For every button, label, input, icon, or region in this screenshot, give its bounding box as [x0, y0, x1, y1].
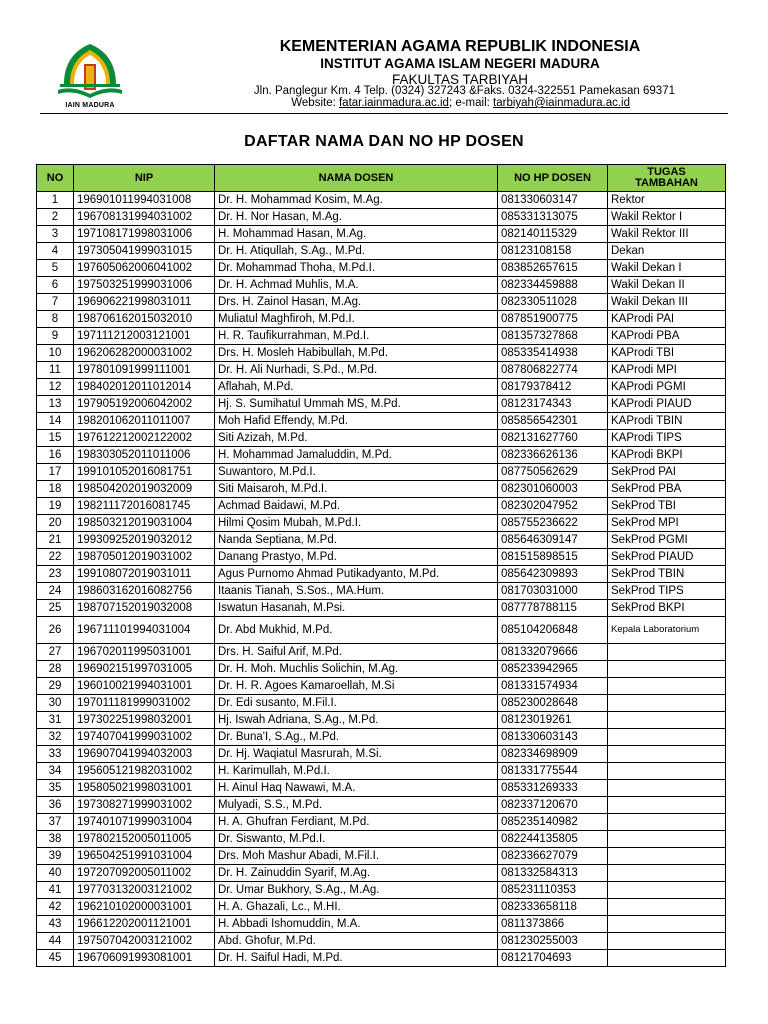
cell-no: 24 [37, 583, 74, 600]
table-row [37, 644, 726, 661]
cell-hp: 082334698909 [498, 746, 608, 763]
cell-hp: 08123174343 [498, 396, 608, 413]
website-link[interactable]: fatar.iainmadura.ac.id [338, 97, 449, 109]
cell-nip: 195805021998031001 [74, 780, 215, 797]
cell-nip: 197801091999111001 [74, 362, 215, 379]
cell-hp: 081515898515 [498, 549, 608, 566]
cell-nip: 197605062006041002 [74, 260, 215, 277]
cell-no: 25 [37, 600, 74, 617]
cell-nama: Dr. H. R. Agoes Kamaroellah, M.Si [215, 678, 498, 695]
cell-hp: 08123108158 [498, 243, 608, 260]
cell-no: 18 [37, 481, 74, 498]
cell-no: 7 [37, 294, 74, 311]
cell-hp: 081230255003 [498, 933, 608, 950]
table-row [37, 362, 726, 379]
cell-tugas [608, 763, 726, 780]
cell-no: 21 [37, 532, 74, 549]
cell-no: 12 [37, 379, 74, 396]
lecturer-table [36, 164, 726, 967]
cell-hp: 081332079666 [498, 644, 608, 661]
email-link[interactable]: tarbiyah@iainmadura.ac.id [493, 97, 630, 109]
cell-tugas: SekProd TIPS [608, 583, 726, 600]
cell-nip: 198705012019031002 [74, 549, 215, 566]
cell-hp: 082301060003 [498, 481, 608, 498]
cell-no: 8 [37, 311, 74, 328]
table-row [37, 600, 726, 617]
table-row [37, 481, 726, 498]
cell-tugas: KAProdi PGMI [608, 379, 726, 396]
table-row [37, 430, 726, 447]
table-row [37, 464, 726, 481]
cell-nip: 197302251998032001 [74, 712, 215, 729]
cell-hp: 082330511028 [498, 294, 608, 311]
cell-no: 26 [37, 617, 74, 644]
cell-nip: 196907041994032003 [74, 746, 215, 763]
cell-tugas: SekProd PGMI [608, 532, 726, 549]
cell-nama: Dr. H. Mohammad Kosim, M.Ag. [215, 192, 498, 209]
cell-hp: 082140115329 [498, 226, 608, 243]
cell-no: 10 [37, 345, 74, 362]
cell-no: 38 [37, 831, 74, 848]
cell-nama: Mulyadi, S.S., M.Pd. [215, 797, 498, 814]
cell-hp: 085335414938 [498, 345, 608, 362]
cell-hp: 085642309893 [498, 566, 608, 583]
cell-tugas [608, 797, 726, 814]
cell-tugas: Wakil Rektor I [608, 209, 726, 226]
cell-nip: 196010021994031001 [74, 678, 215, 695]
letterhead [0, 0, 768, 120]
website-label: Website: [291, 97, 339, 109]
cell-no: 31 [37, 712, 74, 729]
table-row [37, 916, 726, 933]
cell-no: 35 [37, 780, 74, 797]
cell-tugas [608, 661, 726, 678]
table-row [37, 515, 726, 532]
cell-nip: 197011181999031002 [74, 695, 215, 712]
cell-hp: 087778788115 [498, 600, 608, 617]
cell-no: 29 [37, 678, 74, 695]
cell-no: 1 [37, 192, 74, 209]
cell-no: 22 [37, 549, 74, 566]
cell-hp: 081331775544 [498, 763, 608, 780]
cell-nip: 197401071999031004 [74, 814, 215, 831]
cell-nip: 196706091993081001 [74, 950, 215, 967]
cell-hp: 082333658118 [498, 899, 608, 916]
cell-tugas [608, 831, 726, 848]
cell-nama: H. Abbadi Ishomuddin, M.A. [215, 916, 498, 933]
cell-hp: 082337120670 [498, 797, 608, 814]
cell-nama: H. Ainul Haq Nawawi, M.A. [215, 780, 498, 797]
cell-nama: H. A. Ghazali, Lc., M.HI. [215, 899, 498, 916]
cell-nip: 197503251999031006 [74, 277, 215, 294]
cell-tugas: SekProd PBA [608, 481, 726, 498]
cell-no: 9 [37, 328, 74, 345]
table-row [37, 780, 726, 797]
cell-no: 41 [37, 882, 74, 899]
cell-nip: 198503212019031004 [74, 515, 215, 532]
table-row [37, 192, 726, 209]
cell-hp: 085104206848 [498, 617, 608, 644]
cell-tugas: Wakil Dekan II [608, 277, 726, 294]
cell-tugas [608, 916, 726, 933]
cell-hp: 085230028648 [498, 695, 608, 712]
table-row [37, 209, 726, 226]
cell-nip: 197108171998031006 [74, 226, 215, 243]
cell-no: 30 [37, 695, 74, 712]
cell-hp: 081703031000 [498, 583, 608, 600]
cell-tugas: KAProdi TIPS [608, 430, 726, 447]
table-row [37, 899, 726, 916]
ministry-name: KEMENTERIAN AGAMA REPUBLIK INDONESIA [279, 38, 641, 55]
cell-tugas [608, 882, 726, 899]
cell-no: 5 [37, 260, 74, 277]
cell-tugas: KAProdi MPI [608, 362, 726, 379]
cell-tugas: SekProd PAI [608, 464, 726, 481]
cell-nama: Achmad Baidawi, M.Pd. [215, 498, 498, 515]
cell-nama: Dr. H. Atiqullah, S.Ag., M.Pd. [215, 243, 498, 260]
cell-nip: 198211172016081745 [74, 498, 215, 515]
cell-tugas: KAProdi PBA [608, 328, 726, 345]
cell-tugas [608, 848, 726, 865]
cell-no: 4 [37, 243, 74, 260]
cell-tugas: SekProd TBI [608, 498, 726, 515]
cell-no: 45 [37, 950, 74, 967]
cell-hp: 085235140982 [498, 814, 608, 831]
cell-nama: H. R. Taufikurrahman, M.Pd.I. [215, 328, 498, 345]
cell-nama: Siti Maisaroh, M.Pd.I. [215, 481, 498, 498]
cell-nip: 196902151997031005 [74, 661, 215, 678]
cell-nama: Drs. H. Saiful Arif, M.Pd. [215, 644, 498, 661]
cell-no: 28 [37, 661, 74, 678]
table-row [37, 617, 726, 644]
cell-no: 27 [37, 644, 74, 661]
column-header-hp: NO HP DOSEN [498, 165, 608, 192]
cell-nama: Drs. H. Zainol Hasan, M.Ag. [215, 294, 498, 311]
faculty-name: FAKULTAS TARBIYAH [391, 72, 529, 87]
cell-hp: 082244135805 [498, 831, 608, 848]
cell-nama: Drs. H. Mosleh Habibullah, M.Pd. [215, 345, 498, 362]
cell-nip: 198707152019032008 [74, 600, 215, 617]
cell-tugas [608, 644, 726, 661]
cell-hp: 087851900775 [498, 311, 608, 328]
cell-tugas: SekProd MPI [608, 515, 726, 532]
column-header-tugas: TUGAS TAMBAHAN [608, 165, 726, 192]
cell-nama: Dr. H. Moh. Muchlis Solichin, M.Ag. [215, 661, 498, 678]
cell-nama: Dr. H. Achmad Muhlis, M.A. [215, 277, 498, 294]
table-row [37, 746, 726, 763]
table-row [37, 583, 726, 600]
cell-nip: 196906221998031011 [74, 294, 215, 311]
cell-tugas: SekProd BKPI [608, 600, 726, 617]
cell-tugas: Dekan [608, 243, 726, 260]
cell-nama: H. Mohammad Jamaluddin, M.Pd. [215, 447, 498, 464]
cell-no: 36 [37, 797, 74, 814]
cell-nama: Dr. H. Zainuddin Syarif, M.Ag. [215, 865, 498, 882]
cell-nip: 197207092005011002 [74, 865, 215, 882]
cell-nama: Aflahah, M.Pd. [215, 379, 498, 396]
cell-nama: Dr. Buna'I, S.Ag., M.Pd. [215, 729, 498, 746]
cell-no: 3 [37, 226, 74, 243]
cell-nama: H. Karimullah, M.Pd.I. [215, 763, 498, 780]
cell-hp: 085331313075 [498, 209, 608, 226]
cell-nama: Muliatul Maghfiroh, M.Pd.I. [215, 311, 498, 328]
cell-tugas [608, 678, 726, 695]
cell-nip: 197305041999031015 [74, 243, 215, 260]
cell-nip: 197507042003121002 [74, 933, 215, 950]
cell-hp: 081332584313 [498, 865, 608, 882]
cell-tugas: Wakil Rektor III [608, 226, 726, 243]
cell-nip: 197905192006042002 [74, 396, 215, 413]
table-body [37, 192, 726, 967]
cell-nama: Siti Azizah, M.Pd. [215, 430, 498, 447]
column-header-no: NO [37, 165, 74, 192]
cell-no: 11 [37, 362, 74, 379]
cell-nip: 198603162016082756 [74, 583, 215, 600]
table-row [37, 678, 726, 695]
cell-tugas: Kepala Laboratorium [608, 617, 726, 644]
cell-nama: Agus Purnomo Ahmad Putikadyanto, M.Pd. [215, 566, 498, 583]
cell-nip: 197111212003121001 [74, 328, 215, 345]
cell-no: 2 [37, 209, 74, 226]
cell-hp: 0811373866 [498, 916, 608, 933]
table-row [37, 260, 726, 277]
cell-no: 6 [37, 277, 74, 294]
cell-tugas [608, 899, 726, 916]
table-row [37, 379, 726, 396]
cell-hp: 085646309147 [498, 532, 608, 549]
cell-nip: 199101052016081751 [74, 464, 215, 481]
cell-nip: 196206282000031002 [74, 345, 215, 362]
cell-no: 17 [37, 464, 74, 481]
cell-tugas: Rektor [608, 192, 726, 209]
column-header-nip: NIP [74, 165, 215, 192]
cell-tugas [608, 695, 726, 712]
cell-no: 14 [37, 413, 74, 430]
cell-no: 44 [37, 933, 74, 950]
cell-nama: Dr. H. Nor Hasan, M.Ag. [215, 209, 498, 226]
cell-nama: Dr. Edi susanto, M.Fil.I. [215, 695, 498, 712]
cell-no: 33 [37, 746, 74, 763]
cell-nip: 195605121982031002 [74, 763, 215, 780]
table-row [37, 396, 726, 413]
cell-nip: 197308271999031002 [74, 797, 215, 814]
cell-nama: Dr. Siswanto, M.Pd.I. [215, 831, 498, 848]
cell-no: 20 [37, 515, 74, 532]
cell-tugas: KAProdi BKPI [608, 447, 726, 464]
cell-nip: 197703132003121002 [74, 882, 215, 899]
cell-nama: Hj. Iswah Adriana, S.Ag., M.Pd. [215, 712, 498, 729]
cell-nama: Dr. Hj. Waqiatul Masrurah, M.Si. [215, 746, 498, 763]
table-header-row [37, 165, 726, 192]
cell-no: 40 [37, 865, 74, 882]
cell-hp: 085331269333 [498, 780, 608, 797]
cell-hp: 085233942965 [498, 661, 608, 678]
cell-no: 32 [37, 729, 74, 746]
cell-hp: 087806822774 [498, 362, 608, 379]
cell-nama: Dr. Umar Bukhory, S.Ag., M.Ag. [215, 882, 498, 899]
cell-tugas: SekProd TBIN [608, 566, 726, 583]
cell-nama: Drs. Moh Mashur Abadi, M.Fil.I. [215, 848, 498, 865]
cell-nama: Itaanis Tianah, S.Sos., MA.Hum. [215, 583, 498, 600]
cell-hp: 087750562629 [498, 464, 608, 481]
cell-tugas: SekProd PIAUD [608, 549, 726, 566]
cell-nama: Suwantoro, M.Pd.I. [215, 464, 498, 481]
table-row [37, 277, 726, 294]
cell-nama: H. A. Ghufran Ferdiant, M.Pd. [215, 814, 498, 831]
cell-tugas: Wakil Dekan I [608, 260, 726, 277]
cell-tugas [608, 746, 726, 763]
cell-tugas: KAProdi TBIN [608, 413, 726, 430]
cell-hp: 082131627760 [498, 430, 608, 447]
cell-no: 19 [37, 498, 74, 515]
table-row [37, 328, 726, 345]
cell-hp: 085856542301 [498, 413, 608, 430]
cell-no: 23 [37, 566, 74, 583]
table-row [37, 950, 726, 967]
cell-tugas: KAProdi PAI [608, 311, 726, 328]
cell-nip: 197612212002122002 [74, 430, 215, 447]
cell-nip: 199309252019032012 [74, 532, 215, 549]
cell-nip: 197407041999031002 [74, 729, 215, 746]
cell-nip: 197802152005011005 [74, 831, 215, 848]
cell-nama: Moh Hafid Effendy, M.Pd. [215, 413, 498, 430]
cell-no: 39 [37, 848, 74, 865]
cell-tugas [608, 729, 726, 746]
table-row [37, 831, 726, 848]
cell-hp: 081330603147 [498, 192, 608, 209]
cell-no: 43 [37, 916, 74, 933]
cell-nip: 199108072019031011 [74, 566, 215, 583]
cell-no: 15 [37, 430, 74, 447]
contact-line [200, 97, 630, 109]
cell-tugas [608, 712, 726, 729]
cell-tugas [608, 933, 726, 950]
cell-hp: 083852657615 [498, 260, 608, 277]
cell-hp: 08123019261 [498, 712, 608, 729]
institute-name: INSTITUT AGAMA ISLAM NEGERI MADURA [320, 56, 600, 71]
cell-hp: 081330603143 [498, 729, 608, 746]
table-row [37, 498, 726, 515]
column-header-nama: NAMA DOSEN [215, 165, 498, 192]
cell-nip: 196708131994031002 [74, 209, 215, 226]
cell-tugas: KAProdi TBI [608, 345, 726, 362]
cell-no: 13 [37, 396, 74, 413]
cell-nama: H. Mohammad Hasan, M.Ag. [215, 226, 498, 243]
table-row [37, 226, 726, 243]
cell-nama: Danang Prastyo, M.Pd. [215, 549, 498, 566]
cell-nama: Abd. Ghofur, M.Pd. [215, 933, 498, 950]
cell-nip: 198706162015032010 [74, 311, 215, 328]
cell-nip: 196504251991031004 [74, 848, 215, 865]
table-row [37, 243, 726, 260]
cell-nip: 198303052011011006 [74, 447, 215, 464]
table-row [37, 797, 726, 814]
cell-hp: 08179378412 [498, 379, 608, 396]
cell-nama: Dr. Abd Mukhid, M.Pd. [215, 617, 498, 644]
table-row [37, 294, 726, 311]
cell-no: 37 [37, 814, 74, 831]
cell-nama: Hj. S. Sumihatul Ummah MS, M.Pd. [215, 396, 498, 413]
cell-nip: 196612202001121001 [74, 916, 215, 933]
cell-hp: 081357327868 [498, 328, 608, 345]
header-divider [40, 113, 728, 114]
cell-tugas: KAProdi PIAUD [608, 396, 726, 413]
table-row [37, 549, 726, 566]
cell-nip: 196210102000031001 [74, 899, 215, 916]
cell-hp: 085755236622 [498, 515, 608, 532]
table-row [37, 848, 726, 865]
cell-no: 42 [37, 899, 74, 916]
cell-hp: 08121704693 [498, 950, 608, 967]
cell-tugas [608, 950, 726, 967]
cell-nama: Iswatun Hasanah, M.Psi. [215, 600, 498, 617]
table-row [37, 661, 726, 678]
table-row [37, 712, 726, 729]
cell-tugas [608, 780, 726, 797]
table-row [37, 933, 726, 950]
table-row [37, 695, 726, 712]
table-row [37, 865, 726, 882]
cell-tugas [608, 814, 726, 831]
cell-nama: Dr. Mohammad Thoha, M.Pd.I. [215, 260, 498, 277]
cell-nama: Hilmi Qosim Mubah, M.Pd.I. [215, 515, 498, 532]
table-row [37, 345, 726, 362]
cell-tugas: Wakil Dekan III [608, 294, 726, 311]
cell-nip: 196901011994031008 [74, 192, 215, 209]
cell-no: 16 [37, 447, 74, 464]
cell-hp: 085231110353 [498, 882, 608, 899]
table-row [37, 413, 726, 430]
email-label: ; e-mail: [448, 97, 494, 109]
cell-nip: 196711101994031004 [74, 617, 215, 644]
cell-hp: 082302047952 [498, 498, 608, 515]
cell-hp: 082336627079 [498, 848, 608, 865]
cell-tugas [608, 865, 726, 882]
cell-hp: 081331574934 [498, 678, 608, 695]
table-row [37, 882, 726, 899]
cell-nip: 196702011995031001 [74, 644, 215, 661]
cell-nip: 198402012011012014 [74, 379, 215, 396]
cell-nama: Dr. H. Ali Nurhadi, S.Pd., M.Pd. [215, 362, 498, 379]
table-row [37, 814, 726, 831]
cell-nip: 198504202019032009 [74, 481, 215, 498]
table-row [37, 447, 726, 464]
cell-hp: 082334459888 [498, 277, 608, 294]
cell-nama: Nanda Septiana, M.Pd. [215, 532, 498, 549]
address-line: Jln. Panglegur Km. 4 Telp. (0324) 327243 &Faks. 0324-322551 Pamekasan 69371 [253, 85, 675, 97]
table-row [37, 729, 726, 746]
logo-caption: IAIN MADURA [65, 102, 115, 109]
table-row [37, 566, 726, 583]
cell-no: 34 [37, 763, 74, 780]
table-row [37, 763, 726, 780]
document-title: DAFTAR NAMA DAN NO HP DOSEN [244, 133, 524, 150]
cell-hp: 082336626136 [498, 447, 608, 464]
table-row [37, 532, 726, 549]
cell-nama: Dr. H. Saiful Hadi, M.Pd. [215, 950, 498, 967]
cell-nip: 198201062011011007 [74, 413, 215, 430]
table-row [37, 311, 726, 328]
